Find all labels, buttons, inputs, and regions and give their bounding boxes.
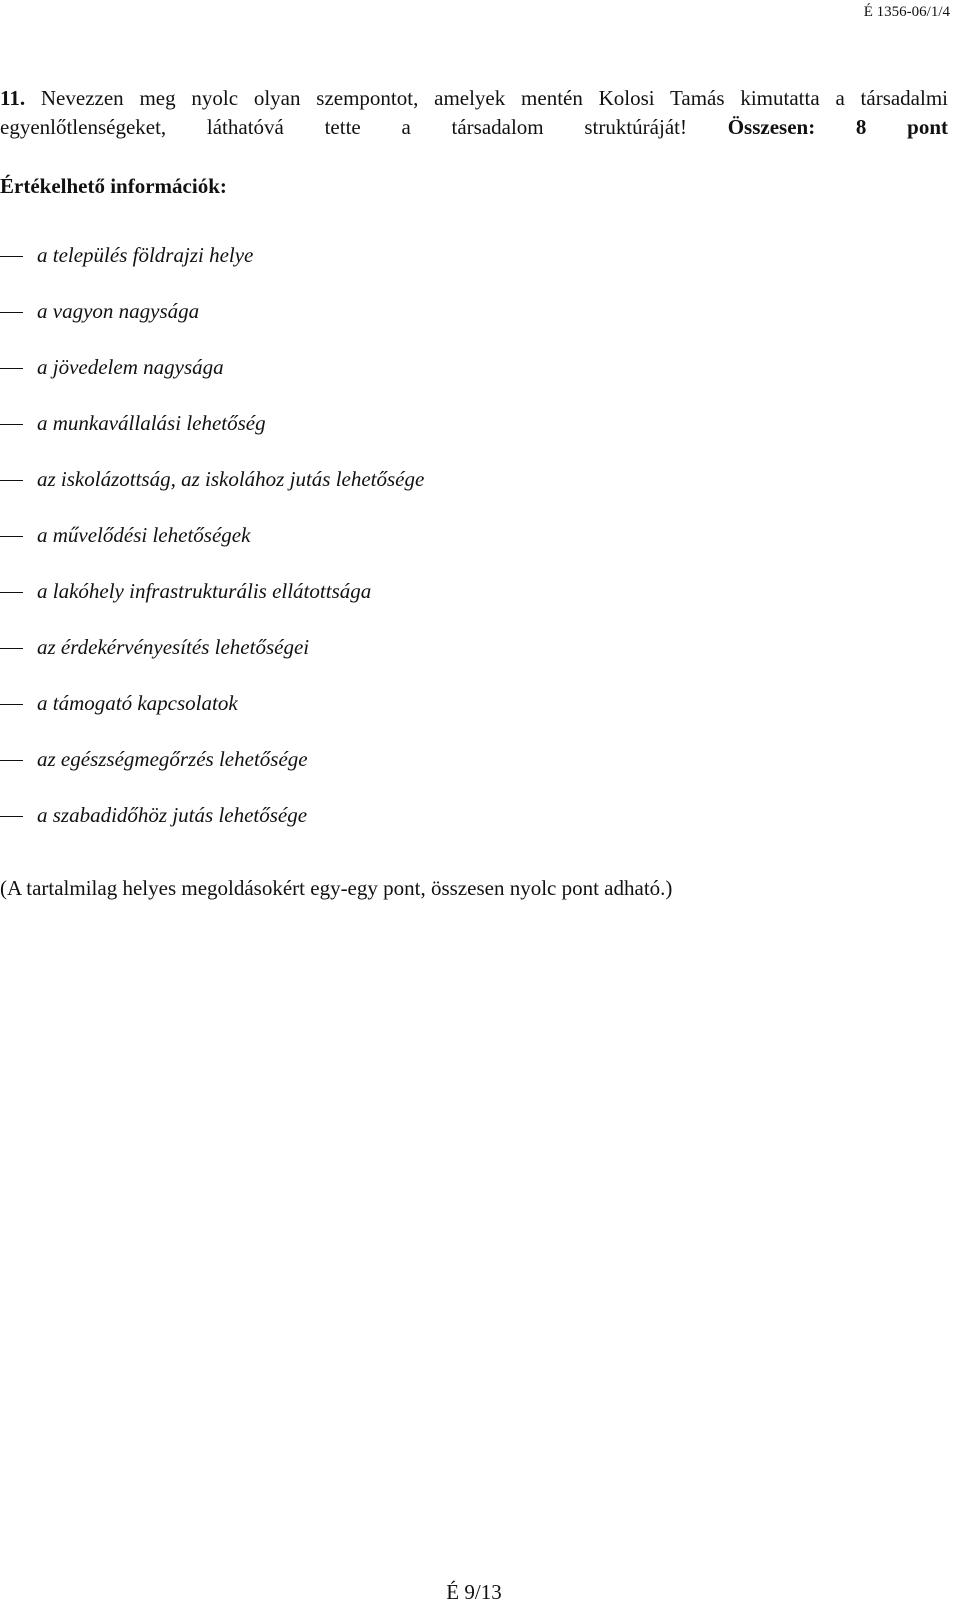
dash-bullet	[0, 368, 23, 369]
answer-item-text: a vagyon nagysága	[37, 299, 200, 323]
answer-item-text: az iskolázottság, az iskolához jutás lehetősége	[37, 467, 425, 491]
answer-item-text: az egészségmegőrzés lehetősége	[37, 747, 308, 771]
answer-item-text: a munkavállalási lehetőség	[37, 411, 266, 435]
answer-item	[0, 297, 424, 353]
dash-bullet	[0, 480, 23, 481]
dash-bullet	[0, 312, 23, 313]
question-text: Nevezzen meg nyolc olyan szempontot, amelyek mentén Kolosi Tamás kimutatta a társadalmi egyenlőtlenségeket, láthatóvá tette a társadalom struktúráját!	[0, 86, 949, 139]
answer-item-text: az érdekérvényesítés lehetőségei	[37, 635, 310, 659]
dash-bullet	[0, 704, 23, 705]
answer-item	[0, 521, 424, 577]
answer-item-text: a jövedelem nagysága	[37, 355, 224, 379]
document-code: É 1356-06/1/4	[863, 4, 950, 20]
answer-item	[0, 409, 424, 465]
dash-bullet	[0, 648, 23, 649]
answer-item-text: a település földrajzi helye	[37, 243, 254, 267]
answer-item-text: a támogató kapcsolatok	[37, 691, 238, 715]
answer-item	[0, 241, 424, 297]
dash-bullet	[0, 424, 23, 425]
question-number: 11.	[0, 86, 26, 110]
page-number: É 9/13	[446, 1580, 502, 1604]
dash-bullet	[0, 592, 23, 593]
scoring-note: (A tartalmilag helyes megoldásokért egy-egy pont, összesen nyolc pont adható.)	[0, 876, 673, 900]
answer-item-text: a lakóhely infrastrukturális ellátottsága	[37, 579, 372, 603]
answer-item	[0, 465, 424, 521]
question-total-points: Összesen: 8 pont	[727, 115, 948, 139]
answer-item	[0, 801, 424, 857]
answer-item	[0, 353, 424, 409]
section-title: Értékelhető információk:	[0, 174, 227, 198]
answer-item-text: a szabadidőhöz jutás lehetősége	[37, 803, 308, 827]
dash-bullet	[0, 256, 23, 257]
answer-item	[0, 745, 424, 801]
answer-item	[0, 633, 424, 689]
answer-item	[0, 689, 424, 745]
dash-bullet	[0, 816, 23, 817]
dash-bullet	[0, 760, 23, 761]
answer-item	[0, 577, 424, 633]
dash-bullet	[0, 536, 23, 537]
answer-item-text: a művelődési lehetőségek	[37, 523, 251, 547]
answer-list	[0, 241, 424, 857]
question-block	[0, 84, 948, 142]
